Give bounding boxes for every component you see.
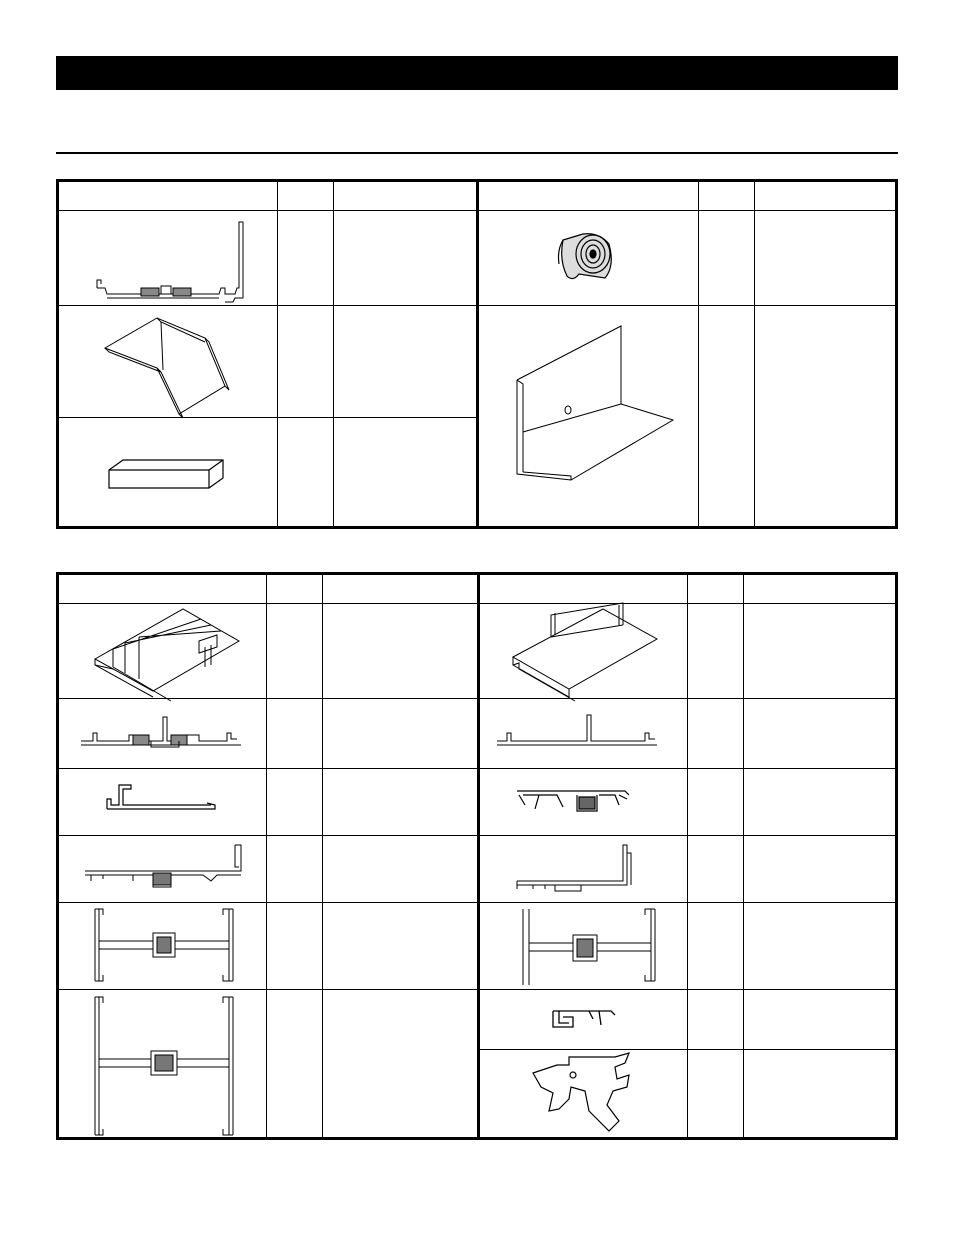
- t1-header-5: [699, 182, 755, 212]
- mullion-profile-icon: [89, 905, 239, 985]
- gasket-roll-icon: [549, 220, 629, 300]
- sill-profile-icon: [89, 220, 249, 304]
- t2-row-line: [59, 989, 895, 990]
- t1-header-4: [479, 182, 699, 212]
- t1-header-3: [333, 182, 477, 212]
- t2-col-line: [687, 575, 688, 1137]
- t2-header-3: [322, 575, 477, 605]
- t1-col-line: [754, 182, 755, 526]
- setting-block-icon: [105, 456, 229, 496]
- clip-profile-icon: [515, 781, 635, 825]
- t1-row-line: [59, 305, 895, 306]
- t2-col-line: [266, 575, 267, 1137]
- tee-profile-icon: [495, 711, 665, 753]
- t1-col-line: [698, 182, 699, 526]
- glazing-bead-icon: [529, 1053, 639, 1137]
- t1-row-line: [59, 417, 477, 418]
- header-bar: [56, 56, 898, 90]
- t2-header-2: [266, 575, 322, 605]
- t1-header-1: [59, 182, 277, 212]
- t1-header-2: [277, 182, 333, 212]
- parts-table-2: [56, 572, 898, 1140]
- t2-row-line: [59, 835, 895, 836]
- t1-col-line: [277, 182, 278, 526]
- jamb-profile-icon: [515, 841, 635, 897]
- t2-col-line: [743, 575, 744, 1137]
- angled-cover-icon: [101, 314, 231, 414]
- t2-row-line: [59, 698, 895, 699]
- flat-profile-icon: [101, 781, 221, 813]
- small-clip-icon: [549, 1003, 619, 1033]
- t1-col-line: [333, 182, 334, 526]
- t2-col-line: [322, 575, 323, 1137]
- t2-header-1: [59, 575, 266, 605]
- thermal-profile-icon: [79, 711, 249, 753]
- t2-header-5: [688, 575, 744, 605]
- t2-row-line: [59, 768, 895, 769]
- tall-mullion-profile-icon: [89, 993, 239, 1139]
- t1-header-6: [755, 182, 895, 212]
- t2-row-line: [59, 902, 895, 903]
- mullion-profile-2-icon: [515, 905, 665, 989]
- channel-3d-icon: [511, 607, 661, 697]
- angle-bracket-icon: [511, 324, 681, 484]
- parts-table-1: [56, 179, 898, 529]
- t1-center-line: [476, 182, 479, 526]
- t2-center-line: [477, 575, 480, 1137]
- head-profile-icon: [83, 841, 247, 897]
- extrusion-3d-icon: [93, 607, 243, 693]
- t2-header-6: [744, 575, 895, 605]
- t2-row-line: [479, 1049, 895, 1050]
- t2-header-4: [479, 575, 688, 605]
- section-rule: [56, 152, 898, 154]
